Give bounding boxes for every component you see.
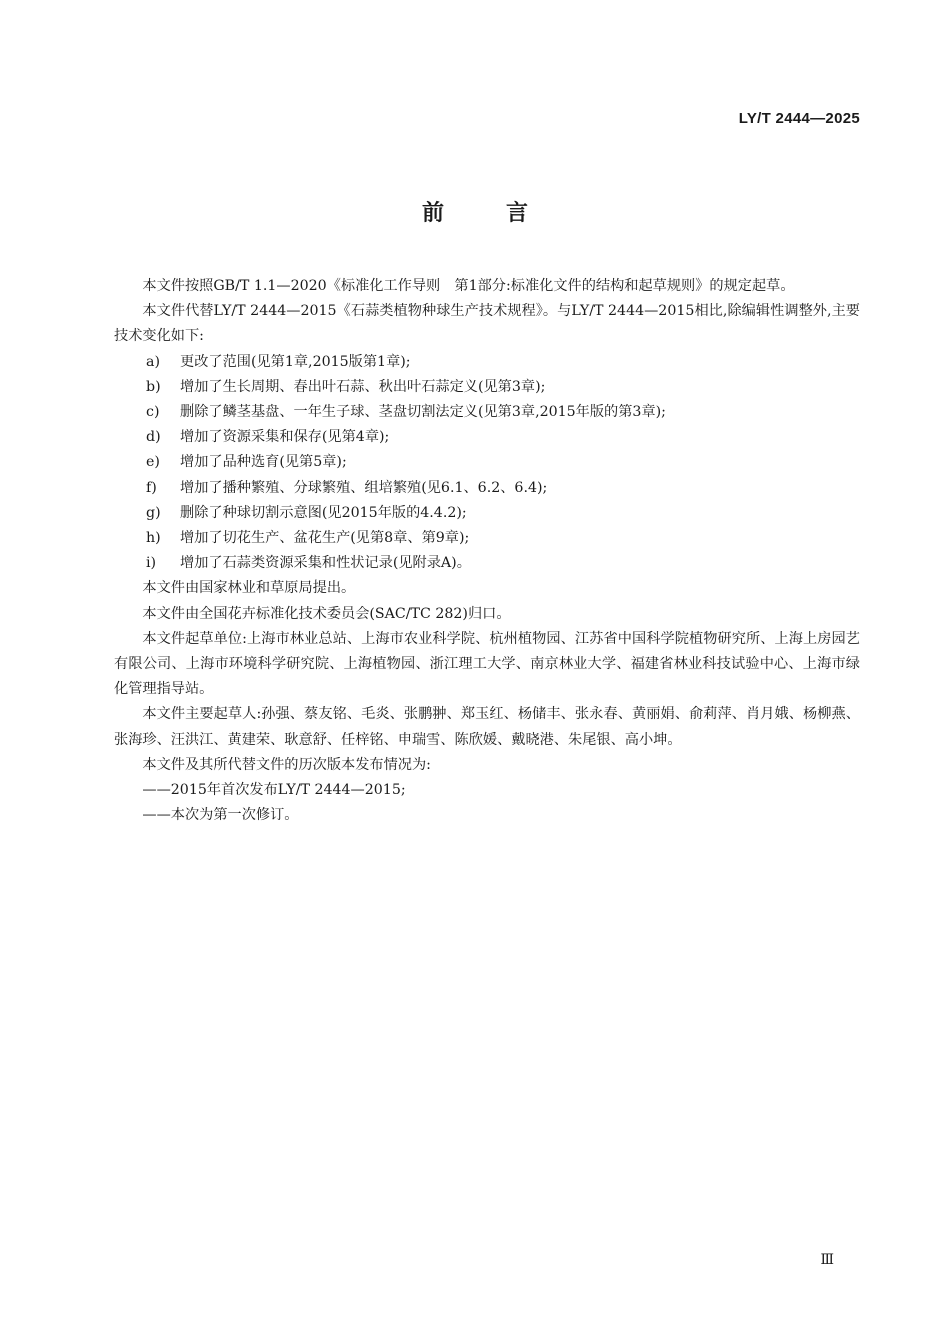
list-item-text: 增加了生长周期、春出叶石蒜、秋出叶石蒜定义(见第3章); <box>180 378 546 395</box>
list-item <box>114 350 860 375</box>
list-item-text: 增加了资源采集和保存(见第4章); <box>180 429 390 446</box>
paragraph-committee: 本文件由全国花卉标准化技术委员会(SAC/TC 282)归口。 <box>142 605 511 622</box>
list-item-text: 更改了范围(见第1章,2015版第1章); <box>180 353 411 370</box>
list-item <box>114 526 860 551</box>
history-item: ——本次为第一次修订。 <box>142 807 299 824</box>
standard-code: LY/T 2444—2025 <box>738 110 860 127</box>
list-item <box>114 476 860 501</box>
list-marker: d) <box>146 429 161 446</box>
paragraph-drafting-units: 本文件起草单位:上海市林业总站、上海市农业科学院、杭州植物园、江苏省中国科学院植物研究所、上海上房园艺有限公司、上海市环境科学研究院、上海植物园、浙江理工大学、南京林业大学、福建省林业科技试验中心、上海市绿化管理指导站。 <box>114 630 860 698</box>
changes-list <box>114 350 860 577</box>
list-item-text: 删除了种球切割示意图(见2015年版的4.4.2); <box>180 504 467 521</box>
page-number: Ⅲ <box>820 1252 834 1268</box>
paragraph-drafters: 本文件主要起草人:孙强、蔡友铭、毛炎、张鹏翀、郑玉红、杨储丰、张永春、黄丽娟、俞莉萍、肖月娥、杨柳燕、张海珍、汪洪江、黄建荣、耿意舒、任梓铭、申瑞雪、陈欣媛、戴晓港、朱尾银、高小坤。 <box>114 706 860 748</box>
paragraph-drafting-rules: 本文件按照GB/T 1.1—2020《标准化工作导则 第1部分:标准化文件的结构和起草规则》的规定起草。 <box>142 278 795 294</box>
list-marker: f) <box>146 479 157 496</box>
list-item-text: 增加了品种选育(见第5章); <box>180 454 347 471</box>
list-item-text: 增加了切花生产、盆花生产(见第8章、第9章); <box>180 530 470 547</box>
list-item <box>114 400 860 425</box>
list-item-text: 删除了鳞茎基盘、一年生子球、茎盘切割法定义(见第3章,2015年版的第3章); <box>180 404 666 421</box>
list-item <box>114 450 860 475</box>
title-char-1: 前 <box>421 201 444 226</box>
list-item <box>114 501 860 526</box>
list-marker: c) <box>146 404 160 421</box>
paragraph-replacement: 本文件代替LY/T 2444—2015《石蒜类植物种球生产技术规程》。与LY/T 2444—2015相比,除编辑性调整外,主要技术变化如下: <box>114 303 860 345</box>
list-marker: h) <box>146 530 161 547</box>
paragraph-proposer: 本文件由国家林业和草原局提出。 <box>142 580 356 597</box>
document-body <box>114 274 860 828</box>
list-item <box>114 375 860 400</box>
list-marker: e) <box>146 454 160 471</box>
list-marker: i) <box>146 555 157 572</box>
list-marker: b) <box>146 378 161 395</box>
list-marker: g) <box>146 504 161 521</box>
list-item <box>114 425 860 450</box>
list-item-text: 增加了播种繁殖、分球繁殖、组培繁殖(见6.1、6.2、6.4); <box>180 479 548 496</box>
history-item: ——2015年首次发布LY/T 2444—2015; <box>142 782 406 799</box>
list-marker: a) <box>146 353 160 370</box>
list-item <box>114 551 860 576</box>
title-char-2: 言 <box>506 201 529 226</box>
list-item-text: 增加了石蒜类资源采集和性状记录(见附录A)。 <box>180 555 471 572</box>
page-title <box>0 196 950 227</box>
paragraph-history-intro: 本文件及其所代替文件的历次版本发布情况为: <box>142 756 431 773</box>
